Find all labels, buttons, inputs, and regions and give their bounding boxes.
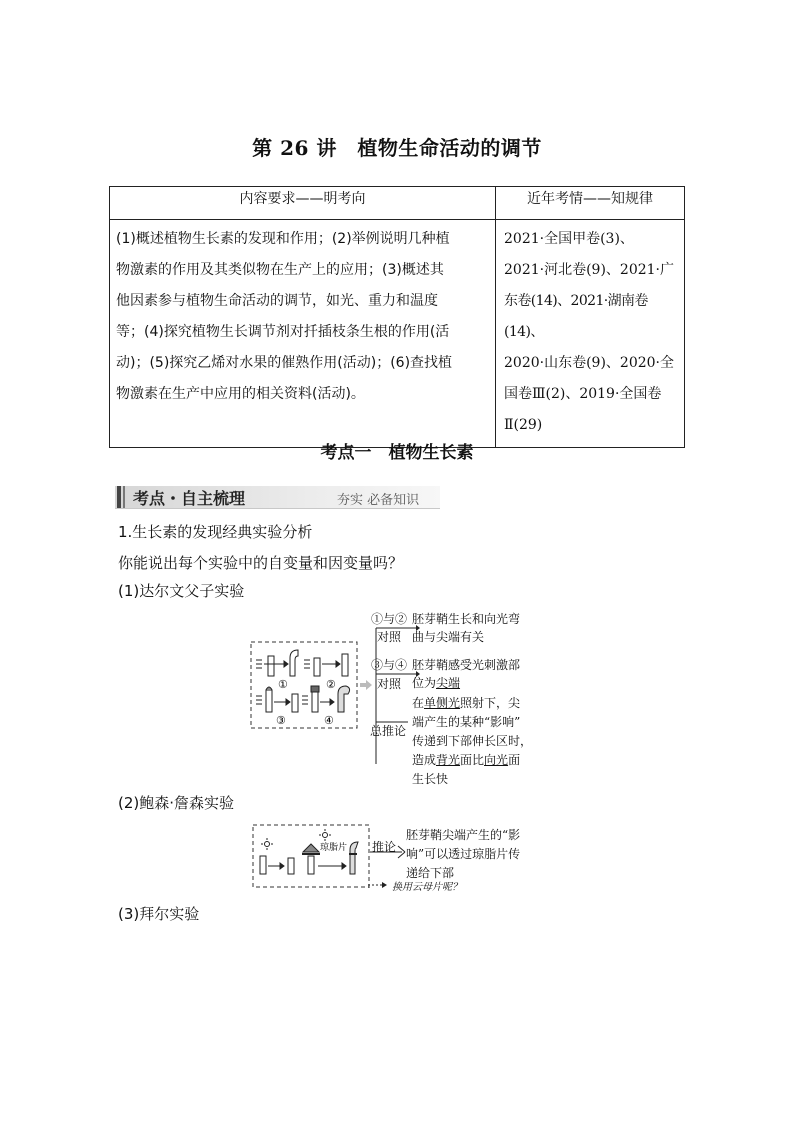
pair1-sub: 对照 [377,630,402,644]
underlined-term: 背光 [436,753,461,767]
infer-label: 总推论 [370,724,407,738]
experiment-dashed-box [251,642,357,728]
header-content-requirements: 内容要求——明考向 [110,187,496,220]
infer-line-a: 在单侧光照射下，尖 [412,696,521,710]
label-3: ③ [276,714,286,727]
pair1-text-b: 曲与尖端有关 [412,630,485,644]
result-arrow [360,680,372,690]
underlined-term: 单侧光 [424,696,461,710]
infer-line-c: 传递到下部伸长区时， [412,734,533,748]
agar-label: 琼脂片 [320,843,348,853]
exam-line: 2021·河北卷(9)、2021·广 [504,262,674,278]
label-4: ④ [324,714,334,727]
exam-line: 2021·全国甲卷(3)、 [504,231,634,247]
banner-accent-bar [117,486,121,508]
pair2-label: ③与④ [371,658,408,672]
label-2: ② [326,678,336,691]
page-title: 第 26 讲 植物生命活动的调节 [252,136,542,160]
bj-text-b: 响”可以透过琼脂片传 [406,847,521,861]
requirement-line: 物激素的作用及其类似物在生产上的应用；(3)概述其 [116,262,444,278]
banner-accent-bar-thin [123,486,125,508]
content-requirements-cell [110,220,496,448]
handwritten-note: 换用云母片呢？ [392,882,462,893]
label-1: ① [278,678,288,691]
sun-icon [323,833,328,838]
experiment-row-top [256,650,348,676]
bj-text-a: 胚芽鞘尖端产生的“影 [406,828,521,842]
requirement-line: 动)；(5)探究乙烯对水果的催熟作用(活动)；(6)查找植 [116,355,453,371]
banner-title: 考点・自主梳理 [133,489,246,508]
exam-line: 国卷Ⅲ(2)、2019·全国卷 [504,386,662,402]
underlined-term: 向光 [484,753,509,767]
pair2-text-a: 胚芽鞘感受光刺激部 [412,658,521,672]
sun-icon [265,842,270,847]
section-banner [115,484,440,512]
pair1-label: ①与② [371,612,408,626]
subheading-paal: (3)拜尔实验 [118,905,200,923]
subheading-boysen-jensen: (2)鲍森·詹森实验 [118,794,235,812]
agar-cap [303,844,319,852]
exam-trends-cell [496,220,685,448]
table-header-row [110,187,685,220]
pair2-sub: 对照 [377,677,402,691]
bj-text-c: 递给下部 [406,866,455,880]
table-row [110,220,685,448]
requirements-table [109,186,685,448]
infer-label-2: 推论 [372,840,397,854]
underlined-term: 尖端 [436,676,461,690]
header-exam-trends: 近年考情——知规律 [496,187,685,220]
requirement-line: 等；(4)探究植物生长调节剂对扦插枝条生根的作用(活 [116,324,450,340]
requirement-line: 物激素在生产中应用的相关资料(活动)。 [116,386,365,402]
handwriting-arrow [368,878,388,892]
pair2-text-b: 位为尖端 [412,676,461,690]
question-line: 你能说出每个实验中的自变量和因变量吗？ [118,554,404,572]
exam-line: Ⅱ(29) [504,417,543,433]
subheading-darwin: (1)达尔文父子实验 [118,582,245,600]
infer-line-e: 生长快 [412,772,449,786]
requirement-line: 他因素参与植物生命活动的调节，如光、重力和温度 [116,293,438,309]
requirement-line: (1)概述植物生长素的发现和作用；(2)举例说明几种植 [116,231,450,247]
infer-line-b: 端产生的某种“影响” [412,715,521,729]
heading-1: 1.生长素的发现经典实验分析 [118,523,313,541]
exam-line: 东卷(14)、2021·湖南卷(14)、 [504,293,648,340]
section-title: 考点一 植物生长素 [320,443,474,463]
exam-line: 2020·山东卷(9)、2020·全 [504,355,674,371]
banner-subtitle: 夯实 必备知识 [337,493,420,508]
pair1-text-a: 胚芽鞘生长和向光弯 [412,612,521,626]
infer-line-d: 造成背光面比向光面 [412,753,521,767]
